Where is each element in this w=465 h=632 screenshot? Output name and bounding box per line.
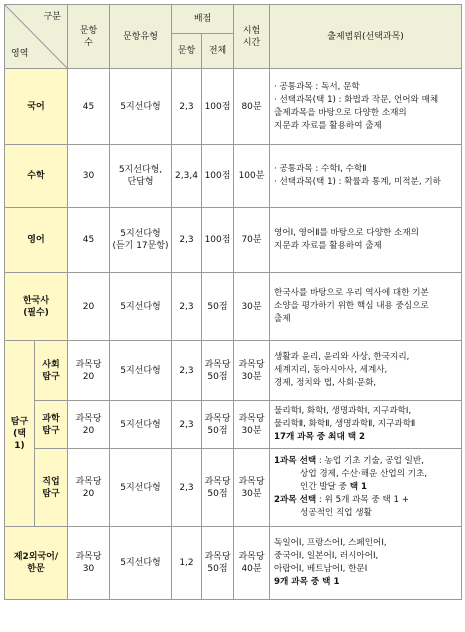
foreign-scope <box>270 527 462 600</box>
header-area: 영역 <box>11 49 29 59</box>
science-time-line: 30분 <box>241 425 262 436</box>
social-type: 5지선다형 <box>110 341 172 401</box>
math-scope <box>270 145 462 208</box>
korean-type: 5지선다형 <box>110 69 172 145</box>
vocational-scope-bold: 택 1 <box>349 482 368 492</box>
science-num-line: 과목당 <box>75 413 102 424</box>
vocational-scope-line <box>274 455 457 468</box>
foreign-scope-bold: 9개 과목 중 택 1 <box>274 577 340 587</box>
social-total-line: 50점 <box>207 371 228 382</box>
vocational-total-line: 과목당 <box>204 476 231 487</box>
social-total <box>202 341 234 401</box>
vocational-item: 2,3 <box>172 449 202 527</box>
row-history <box>5 273 462 341</box>
row-vocational <box>5 449 462 527</box>
korean-time: 80분 <box>234 69 270 145</box>
foreign-time <box>234 527 270 600</box>
vocational-sub-line: 탐구 <box>42 488 60 499</box>
english-item: 2,3 <box>172 208 202 273</box>
vocational-type: 5지선다형 <box>110 449 172 527</box>
science-scope-line: 물리학Ⅱ, 화학Ⅱ, 생명과학Ⅱ, 지구과학Ⅱ <box>274 419 416 429</box>
social-sub-line: 사회 <box>42 359 60 370</box>
social-num-line: 20 <box>82 371 95 382</box>
foreign-scope-line: 중국어Ⅰ, 일본어Ⅰ, 러시아어Ⅰ, <box>274 551 379 561</box>
header-gubun-area-cell <box>5 5 68 69</box>
science-item: 2,3 <box>172 401 202 449</box>
english-type-line: (듣기 17문항) <box>112 241 169 251</box>
math-item: 2,3,4 <box>172 145 202 208</box>
row-science <box>5 401 462 449</box>
korean-total: 100점 <box>202 69 234 145</box>
foreign-area-line: 제2외국어/ <box>13 552 59 562</box>
history-time: 30분 <box>234 273 270 341</box>
area-inquiry <box>5 341 35 527</box>
math-time: 100분 <box>234 145 270 208</box>
area-korean: 국어 <box>5 69 68 145</box>
vocational-option-1-text: : 농업 기초 기술, 공업 일반, <box>316 456 424 466</box>
science-scope-bold: 17개 과목 중 최대 택 2 <box>274 432 366 442</box>
header-row-1 <box>5 5 462 34</box>
header-score-total: 전체 <box>202 34 234 69</box>
history-total: 50점 <box>202 273 234 341</box>
math-total: 100점 <box>202 145 234 208</box>
korean-scope-line: · 공통과목 : 독서, 문학 <box>274 81 360 92</box>
math-type <box>110 145 172 208</box>
vocational-sub-line: 직업 <box>42 476 60 487</box>
social-time <box>234 341 270 401</box>
history-num: 20 <box>68 273 110 341</box>
foreign-total-line: 50점 <box>207 564 228 574</box>
vocational-scope-line <box>274 494 457 507</box>
row-english <box>5 208 462 273</box>
english-total: 100점 <box>202 208 234 273</box>
social-time-line: 30분 <box>241 371 262 382</box>
vocational-scope <box>270 449 462 527</box>
history-area-line: (필수) <box>23 307 49 318</box>
science-time <box>234 401 270 449</box>
foreign-scope-line: 독일어Ⅰ, 프랑스어Ⅰ, 스페인어Ⅰ, <box>274 538 387 548</box>
sub-vocational <box>35 449 68 527</box>
vocational-total-line: 50점 <box>207 488 228 499</box>
social-total-line: 과목당 <box>204 359 231 370</box>
korean-scope-line: 출제과목을 바탕으로 다양한 소재의 <box>274 107 407 118</box>
row-math <box>5 145 462 208</box>
science-type: 5지선다형 <box>110 401 172 449</box>
foreign-item: 1,2 <box>172 527 202 600</box>
science-scope-line: 물리학Ⅰ, 화학Ⅰ, 생명과학Ⅰ, 지구과학Ⅰ, <box>274 406 412 416</box>
inquiry-label-line: (택 1) <box>13 428 26 451</box>
korean-scope <box>270 69 462 145</box>
science-total-line: 50점 <box>207 425 228 436</box>
history-scope-line: 한국사를 바탕으로 우리 역사에 대한 기본 <box>274 288 429 298</box>
social-scope-line: 세계지리, 동아시아사, 세계사, <box>274 365 388 375</box>
header-gubun: 구분 <box>43 12 61 22</box>
vocational-option-2-label: 2과목 선택 <box>274 495 317 505</box>
exam-table-container <box>4 4 461 628</box>
foreign-area-line: 한문 <box>27 564 45 574</box>
area-foreign <box>5 527 68 600</box>
row-social <box>5 341 462 401</box>
korean-num: 45 <box>68 69 110 145</box>
math-num: 30 <box>68 145 110 208</box>
foreign-type: 5지선다형 <box>110 527 172 600</box>
vocational-num-line: 과목당 <box>75 476 102 487</box>
row-korean <box>5 69 462 145</box>
foreign-total <box>202 527 234 600</box>
foreign-num-line: 과목당 <box>75 552 102 562</box>
science-total-line: 과목당 <box>204 413 231 424</box>
sub-science <box>35 401 68 449</box>
science-num-line: 20 <box>82 425 95 436</box>
english-time: 70분 <box>234 208 270 273</box>
vocational-scope-line <box>274 481 457 494</box>
vocational-option-1-label: 1과목 선택 <box>274 456 317 466</box>
foreign-time-line: 과목당 <box>238 552 265 562</box>
science-sub-line: 과학 <box>42 413 60 424</box>
area-history <box>5 273 68 341</box>
vocational-scope-line: 성공적인 직업 생활 <box>300 508 372 518</box>
header-scope: 출제범위(선택과목) <box>270 5 462 69</box>
foreign-num-line: 30 <box>82 564 95 574</box>
social-scope <box>270 341 462 401</box>
math-type-line: 5지선다형, <box>118 165 163 175</box>
science-time-line: 과목당 <box>238 413 265 424</box>
science-num <box>68 401 110 449</box>
vocational-time-line: 과목당 <box>238 476 265 487</box>
science-total <box>202 401 234 449</box>
history-type: 5지선다형 <box>110 273 172 341</box>
history-scope-line: 소양을 평가하기 위한 핵심 내용 중심으로 <box>274 301 429 311</box>
korean-scope-line: 지문과 자료를 활용하여 출제 <box>274 120 382 131</box>
math-scope-line: · 공통과목 : 수학Ⅰ, 수학Ⅱ <box>274 164 367 174</box>
social-scope-line: 경제, 정치와 법, 사회·문화, <box>274 378 377 388</box>
vocational-time <box>234 449 270 527</box>
foreign-scope-line: 아랍어Ⅰ, 베트남어Ⅰ, 한문Ⅰ <box>274 564 368 574</box>
korean-item: 2,3 <box>172 69 202 145</box>
inquiry-label-line: 탐구 <box>10 416 29 427</box>
english-num: 45 <box>68 208 110 273</box>
header-item-type: 문항유형 <box>110 5 172 69</box>
english-scope <box>270 208 462 273</box>
header-score-item: 문항 <box>172 34 202 69</box>
vocational-time-line: 30분 <box>241 488 262 499</box>
vocational-scope-line: 상업 경제, 수산·해운 산업의 기초, <box>300 469 428 479</box>
science-sub-line: 탐구 <box>42 425 60 436</box>
english-type-line: 5지선다형 <box>120 229 161 239</box>
header-num-items: 문항 수 <box>68 5 110 69</box>
sub-social <box>35 341 68 401</box>
english-type <box>110 208 172 273</box>
foreign-time-line: 40분 <box>241 564 262 574</box>
area-math: 수학 <box>5 145 68 208</box>
header-time: 시험 시간 <box>234 5 270 69</box>
social-time-line: 과목당 <box>238 359 265 370</box>
english-scope-line: 영어Ⅰ, 영어Ⅱ를 바탕으로 다양한 소재의 <box>274 228 419 238</box>
english-scope-line: 지문과 자료를 활용하여 출제 <box>274 241 382 251</box>
history-scope <box>270 273 462 341</box>
social-num-line: 과목당 <box>75 359 102 370</box>
vocational-num <box>68 449 110 527</box>
history-area-line: 한국사 <box>22 295 50 306</box>
history-item: 2,3 <box>172 273 202 341</box>
history-scope-line: 출제 <box>274 314 291 324</box>
foreign-total-line: 과목당 <box>204 552 231 562</box>
vocational-num-line: 20 <box>82 488 95 499</box>
row-foreign <box>5 527 462 600</box>
social-item: 2,3 <box>172 341 202 401</box>
vocational-option-2-text: : 위 5개 과목 중 택 1 + <box>316 495 409 505</box>
foreign-num <box>68 527 110 600</box>
vocational-scope-text: 인간 발달 중 <box>300 482 350 492</box>
social-num <box>68 341 110 401</box>
header-score: 배점 <box>172 5 234 34</box>
math-scope-line: · 선택과목(택 1) : 확률과 통계, 미적분, 기하 <box>274 177 441 187</box>
area-english: 영어 <box>5 208 68 273</box>
korean-scope-line: · 선택과목(택 1) : 화법과 작문, 언어와 매체 <box>274 94 439 105</box>
social-sub-line: 탐구 <box>42 371 60 382</box>
science-scope <box>270 401 462 449</box>
social-scope-line: 생활과 윤리, 윤리와 사상, 한국지리, <box>274 352 410 362</box>
vocational-total <box>202 449 234 527</box>
math-type-line: 단답형 <box>127 177 154 187</box>
exam-schedule-table <box>4 4 462 600</box>
